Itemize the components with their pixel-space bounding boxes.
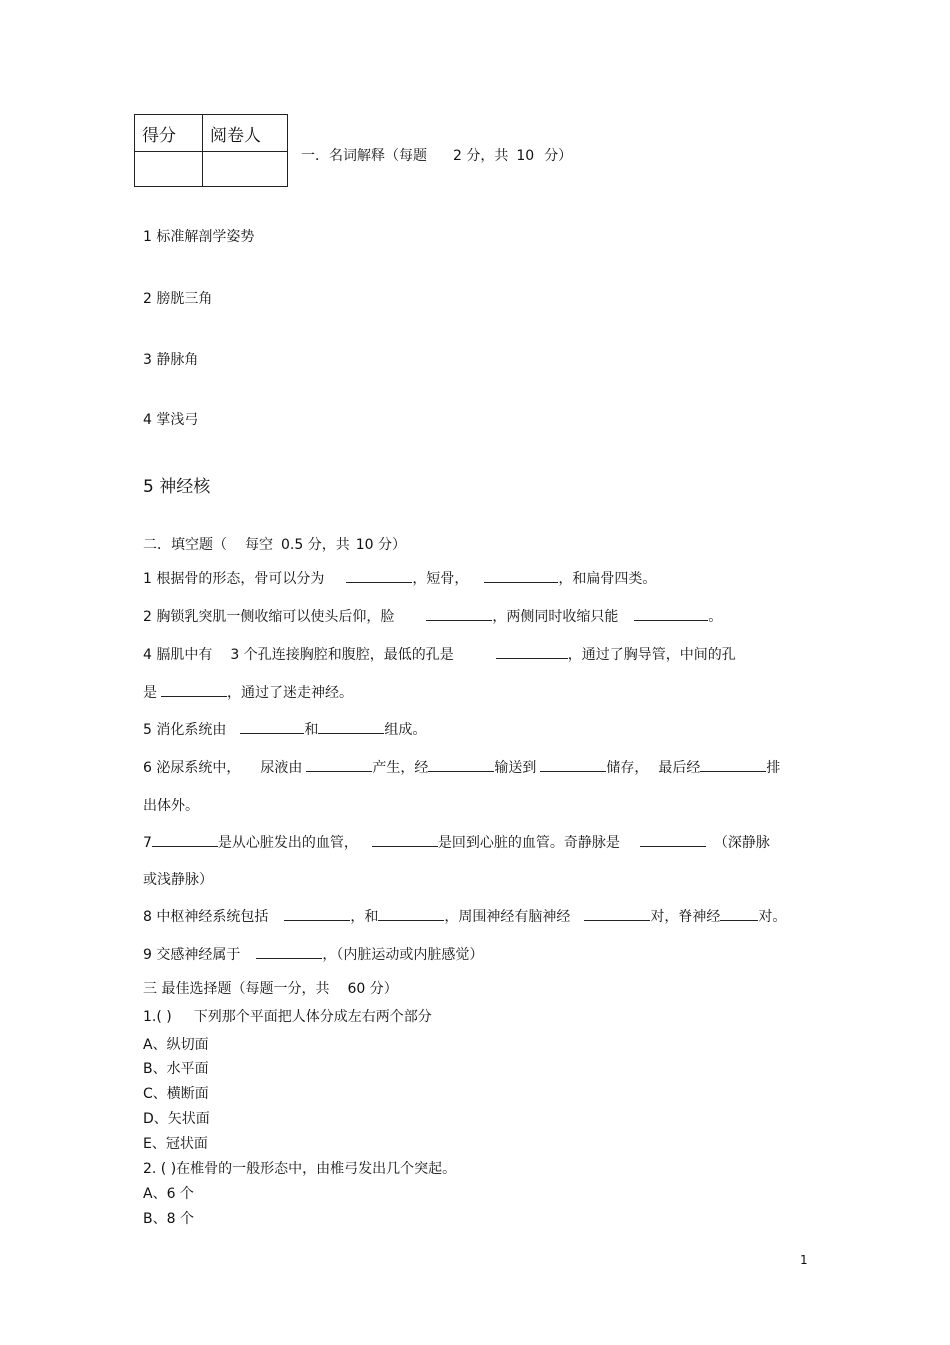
fill-question: 7 是从心脏发出的血管， 是回到心脏的血管。奇静脉是 （深静脉 xyxy=(143,832,770,852)
answer-blank[interactable] xyxy=(284,906,350,921)
fill-question: 8 中枢神经系统包括 ，和 ，周围神经有脑神经 对，脊神经 对。 xyxy=(143,906,786,926)
answer-blank[interactable] xyxy=(256,944,322,959)
answer-blank[interactable] xyxy=(161,682,227,697)
mc-question: 2. ( )在椎骨的一般形态中，由椎弓发出几个突起。 xyxy=(143,1161,457,1177)
mc-option[interactable]: D、矢状面 xyxy=(143,1111,210,1127)
score-box xyxy=(134,114,288,187)
score-header: 得分 xyxy=(135,115,203,152)
term-item: 2 膀胱三角 xyxy=(143,291,213,307)
answer-blank[interactable] xyxy=(152,832,218,847)
term-item: 1 标准解剖学姿势 xyxy=(143,229,255,245)
term-item: 5 神经核 xyxy=(143,477,211,497)
answer-blank[interactable] xyxy=(700,757,766,772)
fill-question: 1 根据骨的形态，骨可以分为 ，短骨， ，和扁骨四类。 xyxy=(143,568,656,588)
mc-option[interactable]: E、冠状面 xyxy=(143,1136,208,1152)
term-item: 4 掌浅弓 xyxy=(143,412,199,428)
grader-cell[interactable] xyxy=(203,152,288,187)
section-2-heading: 二．填空题（ 每空 0.5 分，共 10 分） xyxy=(143,537,406,553)
grader-header: 阅卷人 xyxy=(203,115,288,152)
fill-question: 2 胸锁乳突肌一侧收缩可以使头后仰，脸 ，两侧同时收缩只能 。 xyxy=(143,606,722,626)
mc-option[interactable]: B、8 个 xyxy=(143,1211,194,1227)
answer-blank[interactable] xyxy=(240,719,304,734)
fill-question: 4 膈肌中有 3 个孔连接胸腔和腹腔，最低的孔是 ，通过了胸导管，中间的孔 xyxy=(143,644,736,664)
answer-blank[interactable] xyxy=(484,568,558,583)
answer-blank[interactable] xyxy=(372,832,438,847)
mc-option[interactable]: B、水平面 xyxy=(143,1061,209,1077)
fill-question-cont: 是 ，通过了迷走神经。 xyxy=(143,682,353,702)
answer-blank[interactable] xyxy=(720,906,758,921)
page-number: 1 xyxy=(800,1253,808,1267)
answer-blank[interactable] xyxy=(426,606,492,621)
answer-blank[interactable] xyxy=(540,757,606,772)
mc-option[interactable]: A、纵切面 xyxy=(143,1037,209,1053)
mc-question: 1.( ) 下列那个平面把人体分成左右两个部分 xyxy=(143,1009,432,1025)
answer-blank[interactable] xyxy=(378,906,444,921)
section-1-heading: 一．名词解释（每题 2 分，共 10 分） xyxy=(301,148,573,164)
answer-blank[interactable] xyxy=(318,719,384,734)
answer-blank[interactable] xyxy=(496,644,568,659)
fill-question: 6 泌尿系统中， 尿液由 产生，经 输送到 储存， 最后经 排 xyxy=(143,757,780,777)
section-3-heading: 三 最佳选择题（每题一分，共 60 分） xyxy=(143,981,398,997)
answer-blank[interactable] xyxy=(346,568,412,583)
answer-blank[interactable] xyxy=(584,906,650,921)
answer-blank[interactable] xyxy=(640,832,706,847)
score-cell[interactable] xyxy=(135,152,203,187)
answer-blank[interactable] xyxy=(428,757,494,772)
mc-option[interactable]: A、6 个 xyxy=(143,1186,194,1202)
fill-question: 9 交感神经属于 ，（内脏运动或内脏感觉） xyxy=(143,944,483,964)
answer-blank[interactable] xyxy=(306,757,372,772)
fill-question: 5 消化系统由 和 组成。 xyxy=(143,719,426,739)
fill-question-cont: 或浅静脉） xyxy=(143,872,213,888)
answer-blank[interactable] xyxy=(634,606,708,621)
mc-option[interactable]: C、横断面 xyxy=(143,1086,209,1102)
fill-question-cont: 出体外。 xyxy=(143,798,199,814)
term-item: 3 静脉角 xyxy=(143,352,199,368)
